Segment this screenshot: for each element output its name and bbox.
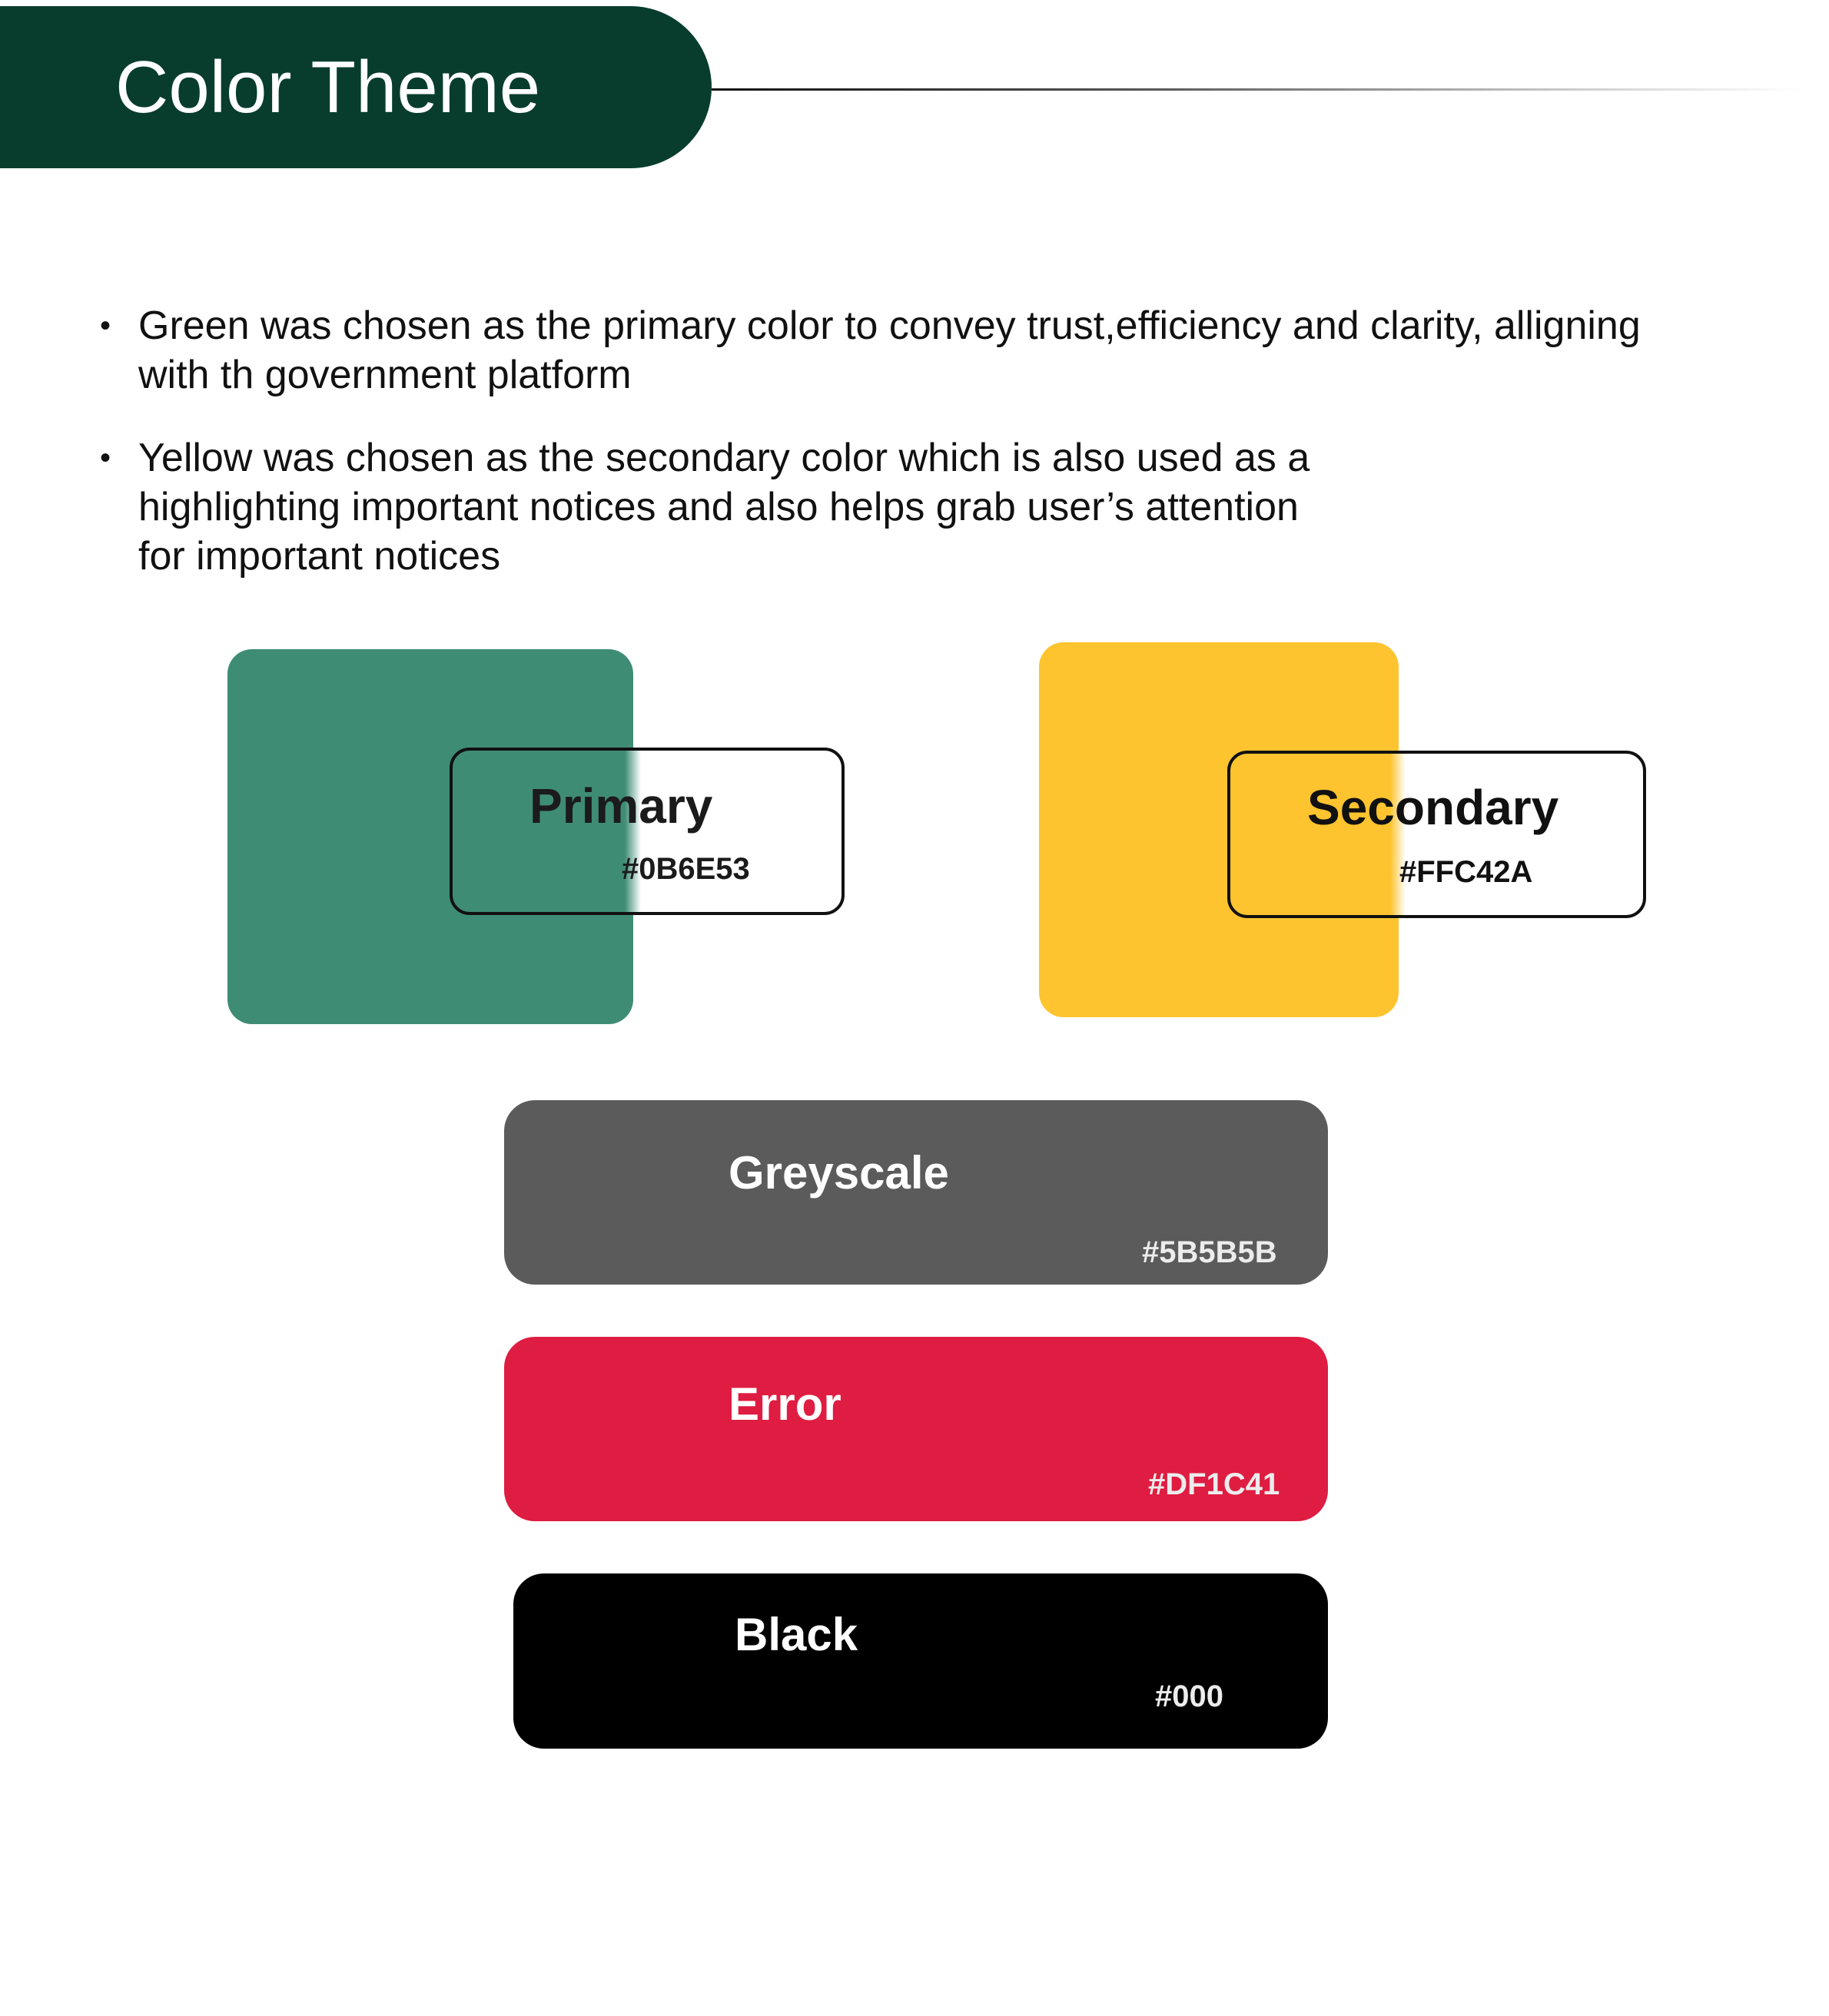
description-list: [100, 301, 1752, 581]
primary-color-card: [450, 748, 845, 915]
primary-color-label: Primary: [529, 778, 713, 834]
greyscale-color-hex: #5B5B5B: [1142, 1235, 1277, 1269]
black-color-label: Black: [735, 1609, 858, 1660]
bullet-dot-icon: •: [100, 441, 111, 475]
bullet-line: Green was chosen as the primary color to convey trust,efficiency and clarity, alligning: [138, 303, 1641, 348]
secondary-color-card: [1227, 751, 1646, 918]
bullet-line: with th government platform: [138, 353, 632, 397]
error-color-label: Error: [729, 1378, 841, 1430]
list-item-secondary-rationale: [100, 433, 1752, 581]
greyscale-color-label: Greyscale: [729, 1147, 949, 1199]
black-color-hex: #000: [1155, 1679, 1223, 1713]
secondary-color-label: Secondary: [1307, 780, 1559, 835]
greyscale-color-swatch: [504, 1100, 1328, 1285]
bullet-line: highlighting important notices and also helps grab user’s attention: [138, 485, 1299, 529]
error-color-hex: #DF1C41: [1148, 1467, 1280, 1501]
black-color-swatch: [513, 1573, 1328, 1749]
primary-color-hex: #0B6E53: [622, 852, 750, 886]
list-item-primary-rationale: [100, 301, 1752, 400]
bullet-line: Yellow was chosen as the secondary color which is also used as a: [138, 436, 1310, 480]
error-color-swatch: [504, 1337, 1328, 1521]
bullet-line: for important notices: [138, 534, 501, 579]
title-banner: [0, 6, 712, 168]
bullet-dot-icon: •: [100, 309, 111, 343]
page-title: Color Theme: [115, 45, 541, 128]
title-divider: [712, 88, 1803, 91]
secondary-color-hex: #FFC42A: [1399, 855, 1533, 889]
